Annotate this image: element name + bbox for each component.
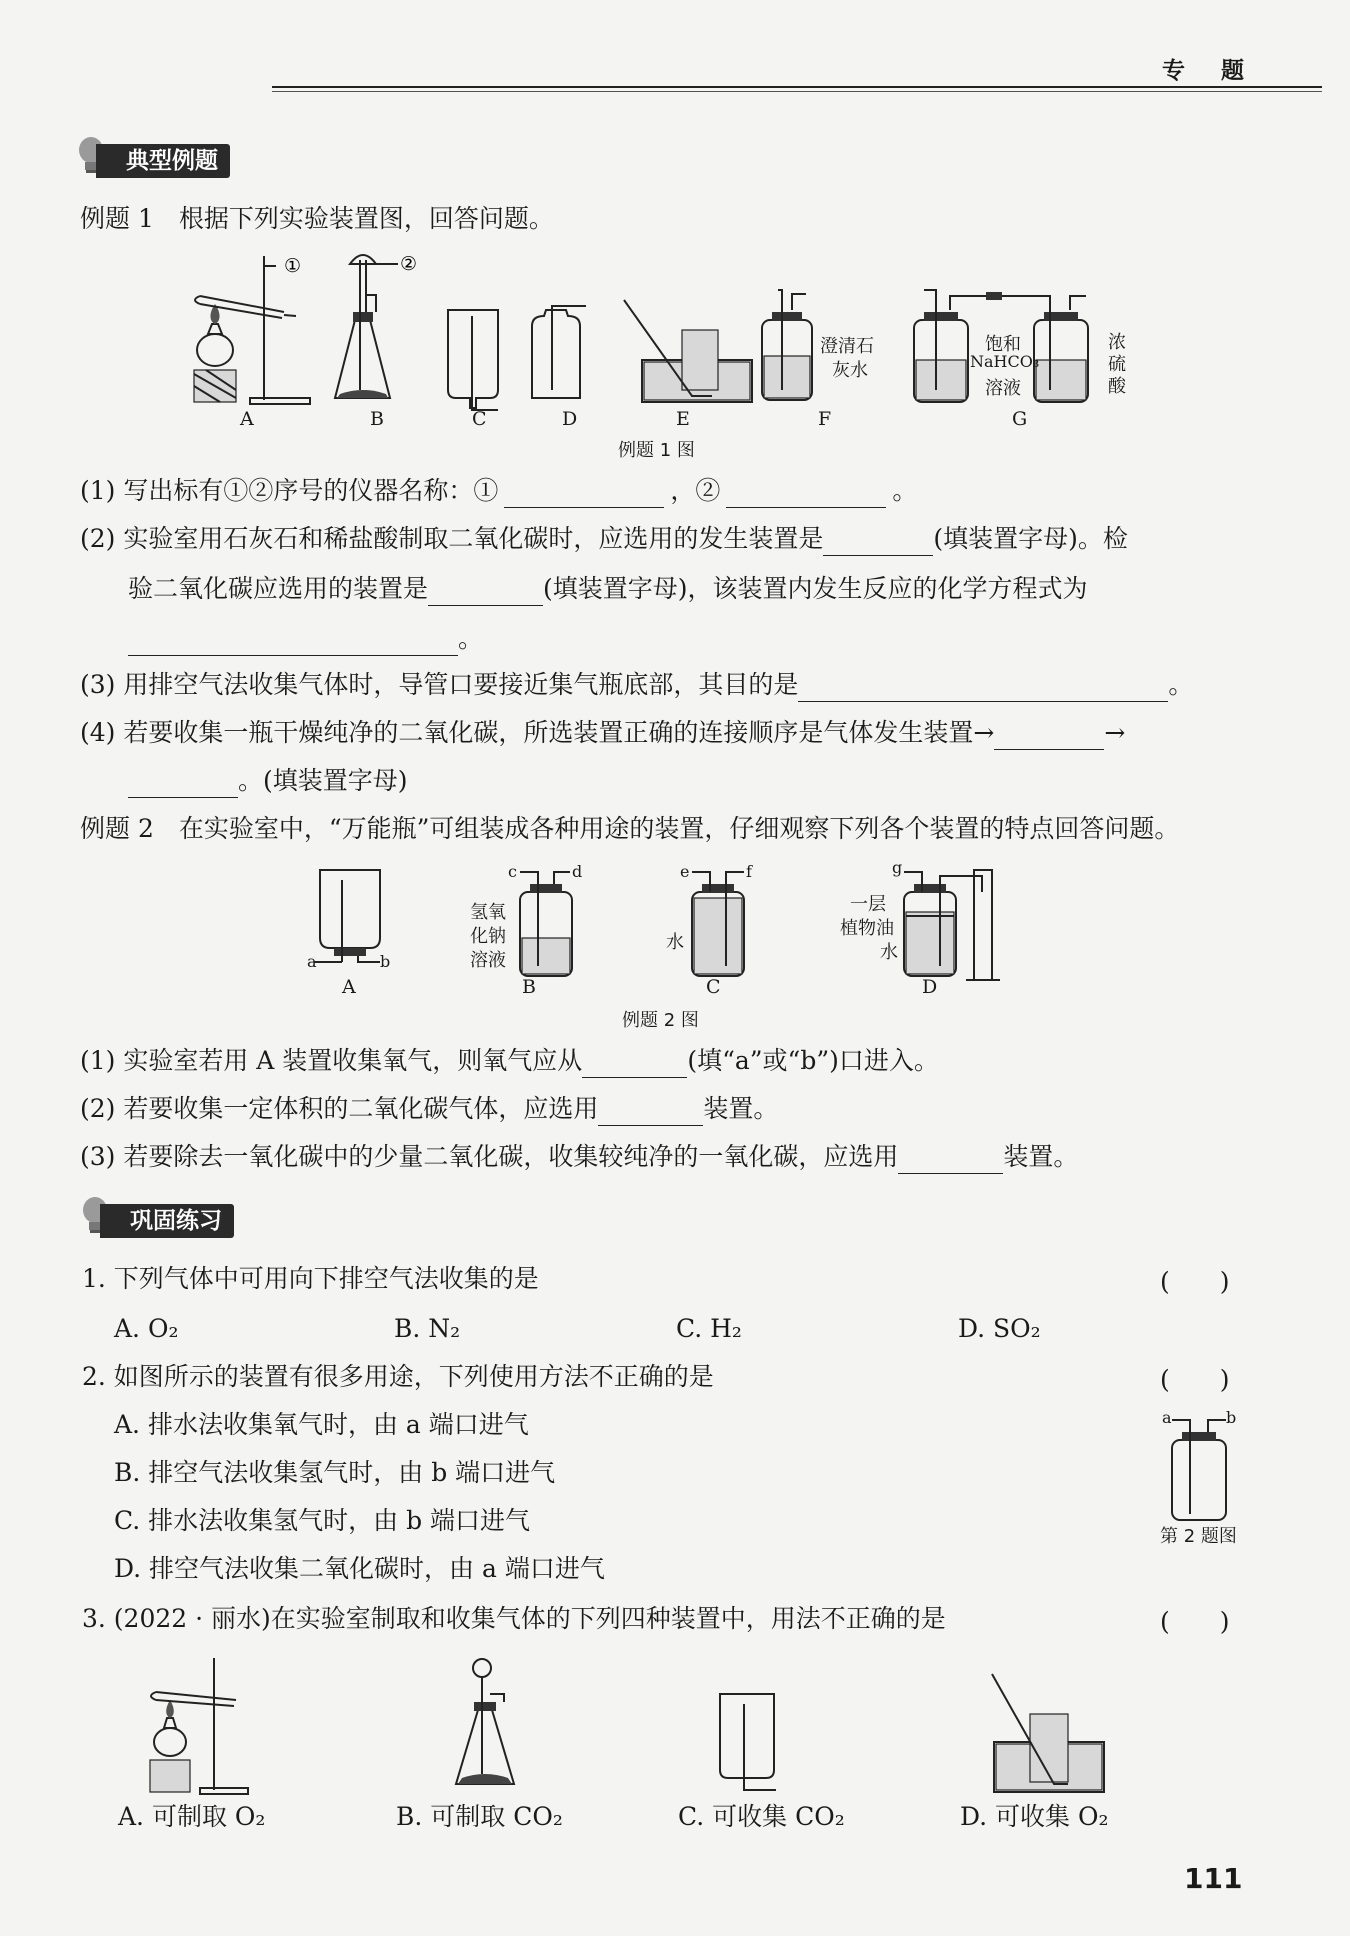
ex2-q2: (2) 若要收集一定体积的二氧化碳气体，应选用 装置。 — [80, 1092, 778, 1126]
ex1-letter-c: C — [472, 408, 487, 430]
ex1-letter-g: G — [1012, 408, 1028, 430]
p1-stem: 1. 下列气体中可用向下排空气法收集的是 — [82, 1264, 539, 1293]
ex1-q3: (3) 用排空气法收集气体时，导管口要接近集气瓶底部，其目的是 。 — [80, 668, 1193, 702]
ex2-c-text1: 水 — [666, 932, 684, 953]
header-title: 专 题 — [1161, 58, 1258, 84]
blank[interactable] — [726, 481, 886, 508]
page-number: 111 — [1184, 1862, 1243, 1895]
bottle-d-oil — [904, 870, 1000, 980]
ex1-caption: 例题 1 图 — [618, 440, 695, 461]
p1-option-b[interactable]: B. N₂ — [394, 1314, 461, 1343]
p2-answer-paren[interactable]: ( ) — [1160, 1365, 1230, 1394]
p3-apparatus-a — [150, 1658, 248, 1794]
example2-figure — [300, 862, 1020, 982]
ex1-letter-e: E — [676, 408, 690, 430]
p1-answer-paren[interactable]: ( ) — [1160, 1267, 1230, 1296]
blank[interactable] — [898, 1147, 1003, 1174]
ex2-b-label: b — [380, 952, 391, 971]
p2-option-a[interactable]: A. 排水法收集氧气时，由 a 端口进气 — [114, 1410, 529, 1439]
ex1-letter-b: B — [370, 408, 384, 430]
apparatus-a-heating — [194, 256, 310, 404]
p3-apparatus-c — [720, 1694, 776, 1790]
g-label-5: 硫 — [1108, 354, 1126, 375]
section-title-typical-examples: 典型例题 — [96, 144, 230, 178]
p1-option-a[interactable]: A. O₂ — [114, 1314, 179, 1343]
p2-option-d[interactable]: D. 排空气法收集二氧化碳时，由 a 端口进气 — [114, 1554, 605, 1583]
p3-apparatus-b — [456, 1659, 514, 1784]
header-rule — [272, 86, 1322, 88]
circle-1-label: ① — [284, 255, 302, 277]
ex2-b-text3: 溶液 — [470, 950, 506, 971]
ex1-letter-f: F — [818, 408, 832, 430]
blank[interactable] — [823, 529, 933, 556]
apparatus-f-limewater — [762, 290, 812, 400]
f-label-2: 灰水 — [832, 360, 868, 381]
ex2-f-label: f — [746, 862, 752, 881]
ex2-caption: 例题 2 图 — [622, 1010, 699, 1031]
blank[interactable] — [994, 723, 1104, 750]
blank[interactable] — [428, 579, 543, 606]
ex2-a-label: a — [307, 952, 317, 971]
p3-answer-paren[interactable]: ( ) — [1160, 1607, 1230, 1636]
p3-option-c[interactable]: C. 可收集 CO₂ — [678, 1802, 845, 1831]
ex2-e-label: e — [680, 862, 690, 881]
section-title-practice: 巩固练习 — [100, 1204, 234, 1238]
f-label-1: 澄清石 — [820, 336, 874, 357]
p2-option-c[interactable]: C. 排水法收集氢气时，由 b 端口进气 — [114, 1506, 531, 1535]
blank[interactable] — [504, 481, 664, 508]
blank[interactable] — [798, 675, 1168, 702]
p1-option-c[interactable]: C. H₂ — [676, 1314, 742, 1343]
ex2-d-text2: 植物油 — [840, 918, 894, 939]
ex2-letter-a: A — [342, 976, 356, 998]
g-label-2: NaHCO₃ — [970, 352, 1040, 371]
g-label-6: 酸 — [1108, 376, 1126, 397]
ex1-q4-line1: (4) 若要收集一瓶干燥纯净的二氧化碳，所选装置正确的连接顺序是气体发生装置→ → — [80, 716, 1125, 750]
apparatus-c-upward — [448, 310, 498, 410]
example1-intro: 例题 1 根据下列实验装置图，回答问题。 — [80, 204, 554, 233]
ex1-letter-a: A — [240, 408, 254, 430]
ex2-c-label: c — [508, 862, 517, 881]
bottle-a-inverted — [314, 870, 380, 962]
p2-caption: 第 2 题图 — [1160, 1526, 1237, 1547]
ex2-d-label: d — [572, 862, 583, 881]
p3-figure — [140, 1654, 1140, 1800]
g-label-3: 溶液 — [985, 378, 1021, 399]
ex2-b-text2: 化钠 — [470, 926, 506, 947]
g-label-4: 浓 — [1108, 332, 1126, 353]
ex2-d-text1: 一层 — [850, 894, 886, 915]
p2-fig-b: b — [1226, 1408, 1237, 1427]
g-label-1: 饱和 — [985, 334, 1021, 355]
ex1-q2-line1: (2) 实验室用石灰石和稀盐酸制取二氧化碳时，应选用的发生装置是 (填装置字母)。检 — [80, 522, 1128, 556]
ex2-b-text1: 氢氧 — [470, 902, 506, 923]
ex1-letter-d: D — [562, 408, 578, 430]
apparatus-d-downward — [532, 306, 586, 398]
circle-2-label: ② — [400, 253, 418, 275]
blank[interactable] — [582, 1051, 687, 1078]
ex2-d-text3: 水 — [880, 942, 898, 963]
header-rule-thin — [272, 91, 1322, 92]
p3-option-a[interactable]: A. 可制取 O₂ — [118, 1802, 266, 1831]
p3-option-d[interactable]: D. 可收集 O₂ — [960, 1802, 1109, 1831]
blank[interactable] — [598, 1099, 703, 1126]
bottle-c-water — [692, 872, 744, 976]
ex2-letter-c: C — [706, 976, 721, 998]
blank[interactable] — [128, 629, 458, 656]
p2-option-b[interactable]: B. 排空气法收集氢气时，由 b 端口进气 — [114, 1458, 556, 1487]
apparatus-e-water-trough — [624, 300, 752, 402]
ex2-letter-b: B — [522, 976, 536, 998]
ex2-letter-d: D — [922, 976, 938, 998]
apparatus-b-flask — [335, 255, 390, 398]
p1-option-d[interactable]: D. SO₂ — [958, 1314, 1041, 1343]
bottle-b-naoh — [520, 872, 572, 976]
ex2-q3: (3) 若要除去一氧化碳中的少量二氧化碳，收集较纯净的一氧化碳，应选用 装置。 — [80, 1140, 1078, 1174]
ex1-q2-line2: 验二氧化碳应选用的装置是 (填装置字母)，该装置内发生反应的化学方程式为 — [128, 572, 1088, 606]
ex1-q2-line3: 。 — [128, 622, 483, 656]
p3-apparatus-d — [992, 1674, 1104, 1792]
ex1-q4-line2: 。(填装置字母) — [128, 764, 408, 798]
p2-stem: 2. 如图所示的装置有很多用途，下列使用方法不正确的是 — [82, 1362, 714, 1391]
blank[interactable] — [128, 771, 238, 798]
ex2-g-label: g — [892, 858, 903, 877]
p2-fig-a: a — [1162, 1408, 1172, 1427]
ex2-q1: (1) 实验室若用 A 装置收集氧气，则氧气应从 (填“a”或“b”)口进入。 — [80, 1044, 939, 1078]
p3-stem: 3. (2022 · 丽水)在实验室制取和收集气体的下列四种装置中，用法不正确的是 — [82, 1604, 946, 1633]
p3-option-b[interactable]: B. 可制取 CO₂ — [396, 1802, 563, 1831]
ex1-q1: (1) 写出标有①②序号的仪器名称：① ，② 。 — [80, 474, 917, 508]
example2-intro: 例题 2 在实验室中，“万能瓶”可组装成各种用途的装置，仔细观察下列各个装置的特点回答问题。 — [80, 814, 1180, 843]
